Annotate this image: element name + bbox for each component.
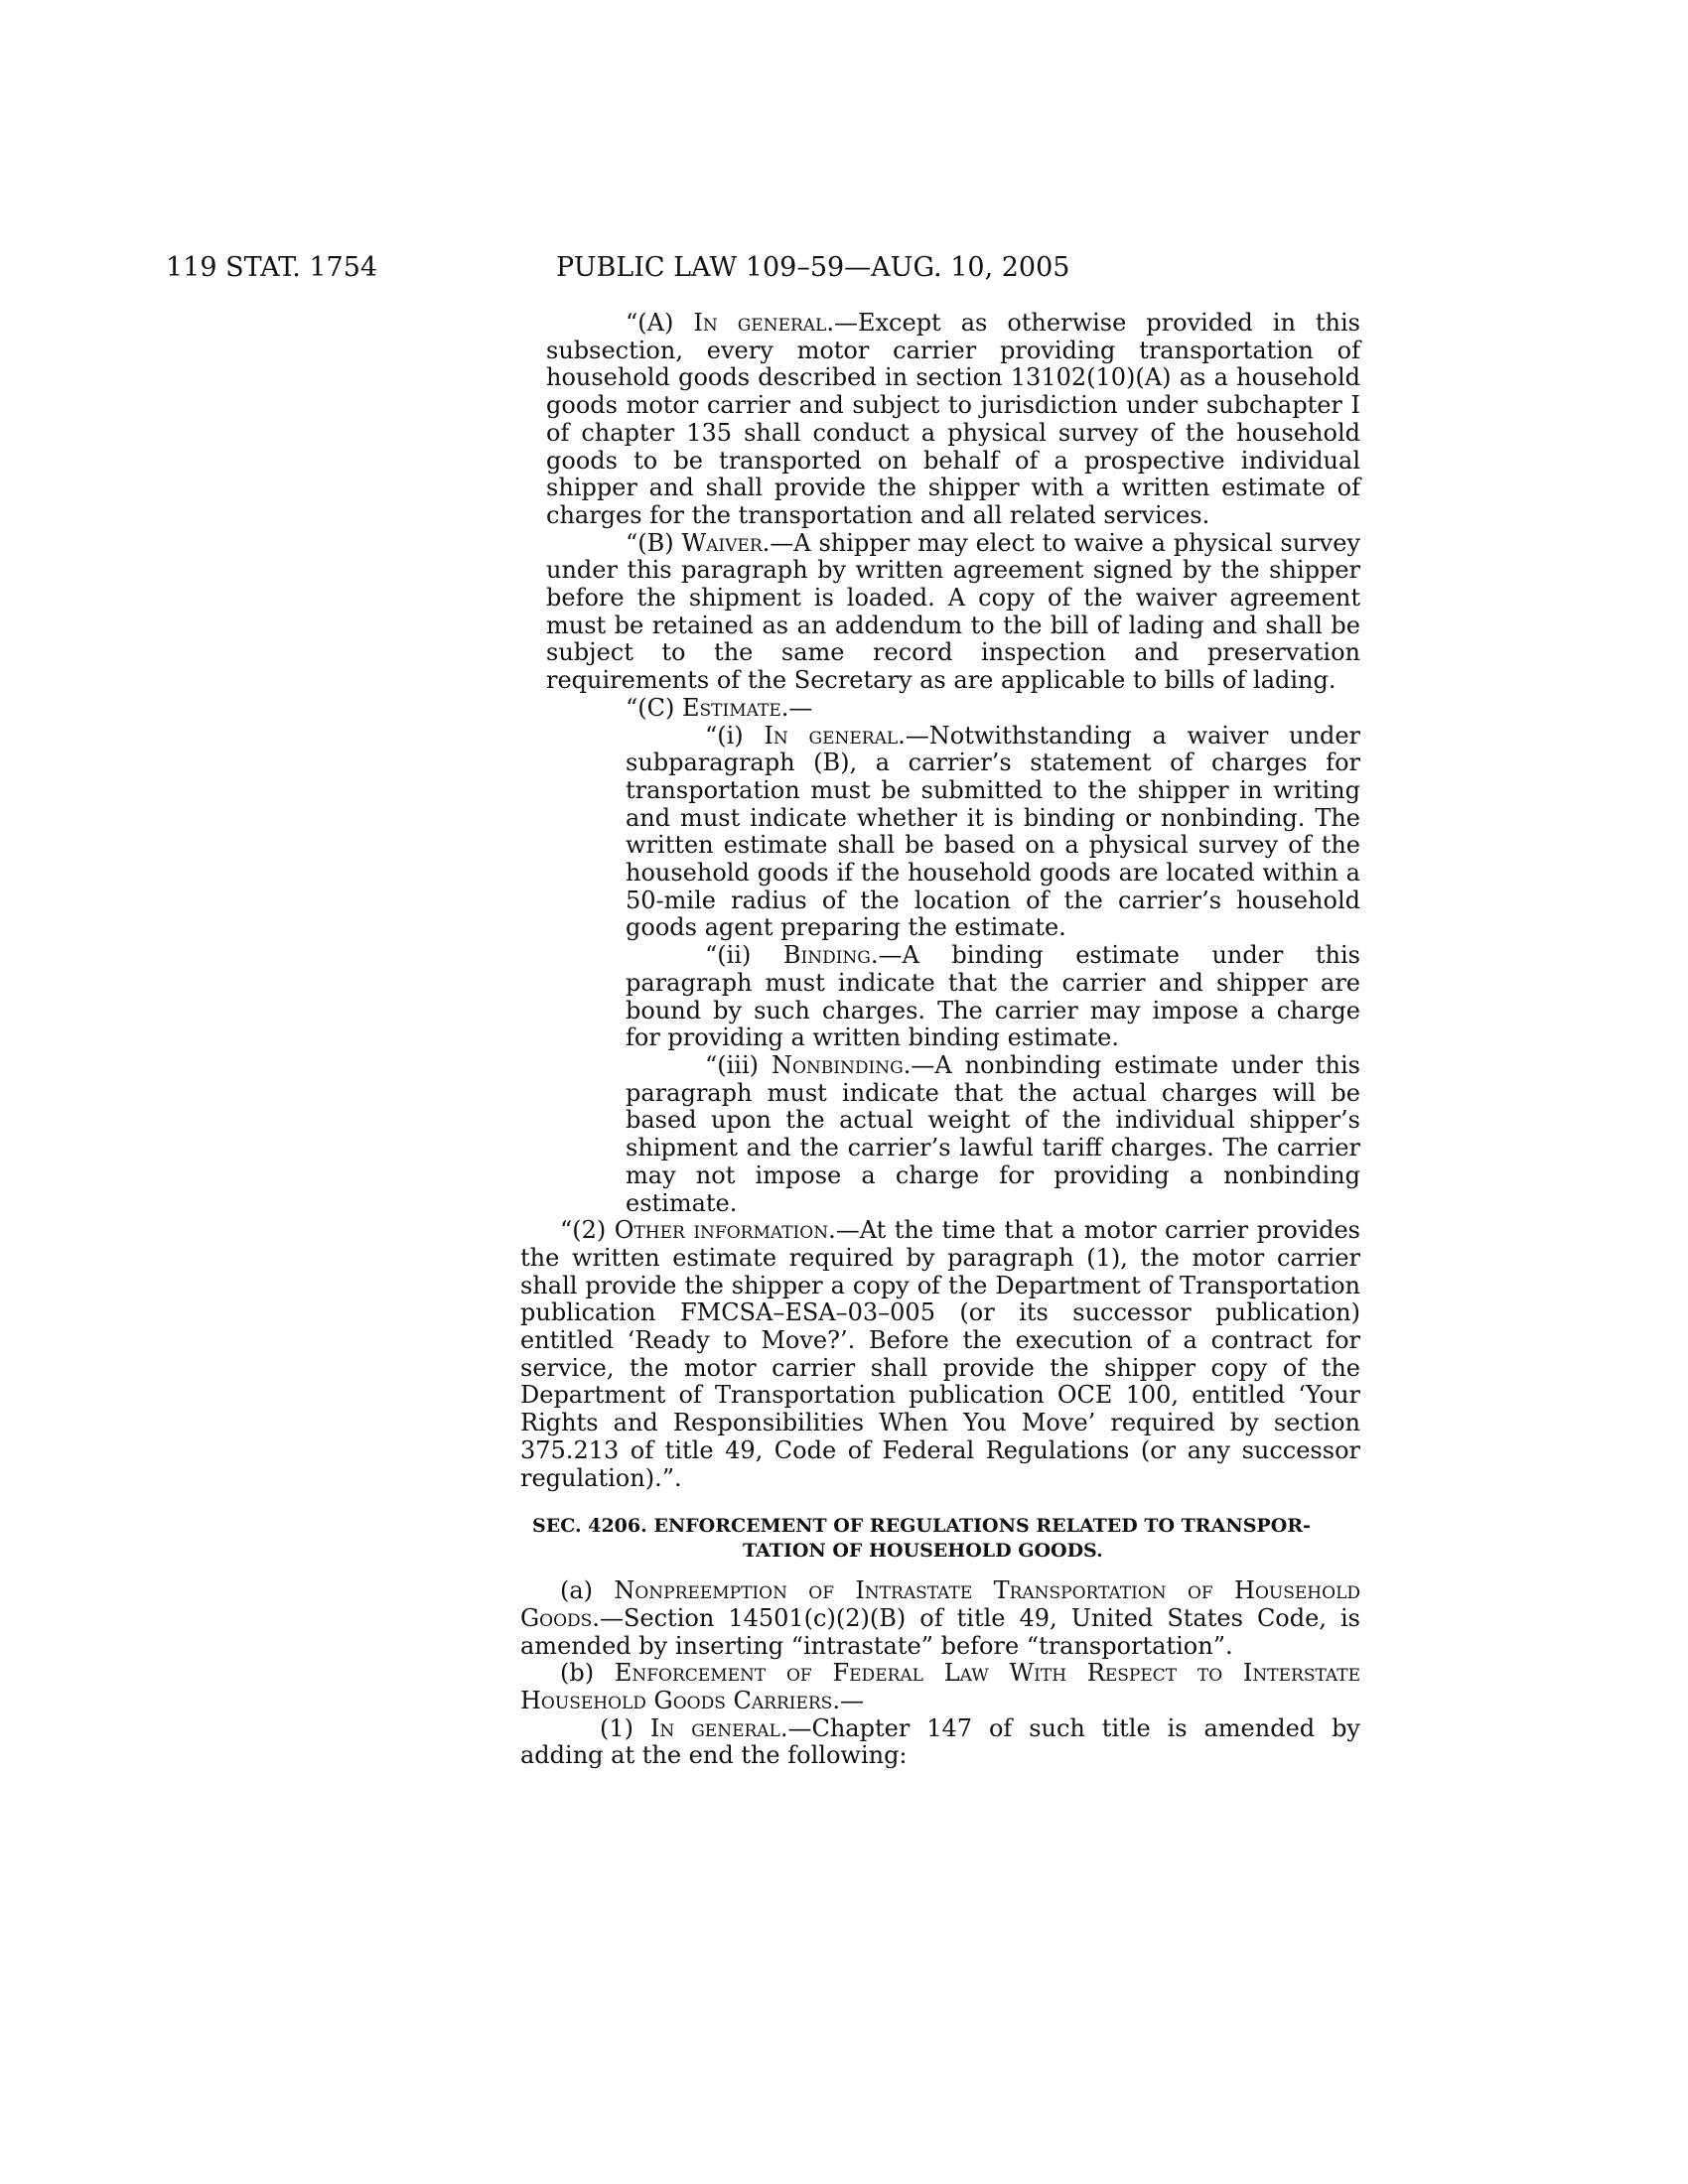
subsection-heading: Nonpreemption of Intrastate Transportation of Household Goods [520,1576,1360,1632]
paragraph-1-in-general [520,1715,1360,1770]
clause-ii-binding [546,942,1360,1052]
paragraph-heading: Waiver [681,528,763,557]
subsection-a-nonpreemption [520,1577,1360,1660]
paragraph-b-waiver [546,530,1360,695]
paragraph-heading: Other information [614,1216,829,1245]
subsection-heading: Enforcement of Federal Law With Respect to Interstate Household Goods Carriers [520,1659,1360,1715]
paragraph-heading: Estimate [682,693,781,722]
statute-citation: 119 STAT. 1754 [166,252,378,283]
clause-i-in-general [546,723,1360,943]
clause-iii-nonbinding [546,1052,1360,1217]
running-header [0,248,1688,288]
subsection-text: .—Section 14501(c)(2)(B) of title 49, United States Code, is amended by inserting “intrastate” before “transportation”. [520,1603,1360,1660]
public-law-title: PUBLIC LAW 109–59—AUG. 10, 2005 [556,252,1070,283]
clause-heading: In general [764,721,899,750]
paragraph-label: “(B) [626,528,682,557]
clause-text: .—A nonbinding estimate under this paragraph must indicate that the actual charges will be based upon the actual weight of the individual shipper’s shipment and the carrier’s lawful tariff charges. The carrier may not impose a charge for providing a nonbinding estimate. [626,1050,1360,1217]
clause-text: .—A binding estimate under this paragraph must indicate that the carrier and shipper are bound by such charges. The carrier may impose a charge for providing a written binding estimate. [626,941,1360,1052]
section-title-line1: SEC. 4206. ENFORCEMENT OF REGULATIONS RELATED TO TRANSPOR- [532,1515,1311,1538]
paragraph-heading: In general [693,309,827,337]
paragraph-text: .—Except as otherwise provided in this subsection, every motor carrier providing transportation of household goods described in section 13102(10)(A) as a household goods motor carrier and subject to jurisdiction under subchapter I of chapter 135 shall conduct a physical survey of the household goods to be transported on behalf of a prospective individual shipper and shall provide the shipper with a written estimate of charges for the transportation and all related services. [546,309,1361,529]
subsection-label: (a) [560,1576,615,1605]
paragraph-text: .—A shipper may elect to waive a physical survey under this paragraph by written agreement signed by the shipper before the shipment is loaded. A copy of the waiver agreement must be retained as an addendum to the bill of lading and shall be subject to the same record inspection and preservation requirements of the Secretary as are applicable to bills of lading. [546,528,1360,695]
clause-heading: Binding [782,941,871,970]
paragraph-text: .— [780,693,813,722]
subsection-b-enforcement [520,1660,1360,1714]
paragraph-text: .—At the time that a motor carrier provides the written estimate required by paragraph (1), the motor carrier shall provide the shipper a copy of the Department of Transportation publication FMCSA–ESA–03–005 (or its successor publication) entitled ‘Ready to Move?’. Before the execution of a contract for service, the motor carrier shall provide the shipper copy of the Department of Transportation publication OCE 100, entitled ‘Your Rights and Responsibilities When You Move’ required by section 375.213 of title 49, Code of Federal Regulations (or any successor regulation).”. [520,1216,1361,1492]
section-title-line2: TATION OF HOUSEHOLD GOODS. [743,1540,1103,1563]
subsection-text: .— [832,1687,864,1715]
paragraph-2-other-information [520,1217,1360,1492]
paragraph-label: (1) [600,1713,650,1742]
paragraph-text: .—Chapter 147 of such title is amended by adding at the end the following: [520,1713,1360,1770]
subsection-label: (b) [560,1659,615,1688]
paragraph-a-in-general [546,310,1360,530]
section-heading [532,1514,1360,1564]
document-body [520,309,1361,1770]
paragraph-label: “(2) [560,1216,615,1245]
paragraph-c-estimate [546,695,1360,723]
clause-label: “(ii) [705,941,783,970]
paragraph-label: “(C) [626,693,682,722]
clause-text: .—Notwithstanding a waiver under subparagraph (B), a carrier’s statement of charges for transportation must be submitted to the shipper in writing and must indicate whether it is binding or nonbinding. The written estimate shall be based on a physical survey of the household goods if the household goods are located within a 50-mile radius of the location of the carrier’s household goods agent preparing the estimate. [626,721,1360,942]
clause-label: “(i) [705,721,765,750]
paragraph-label: “(A) [626,309,694,337]
clause-label: “(iii) [705,1050,772,1079]
clause-heading: Nonbinding [771,1050,904,1079]
paragraph-heading: In general [649,1713,780,1742]
